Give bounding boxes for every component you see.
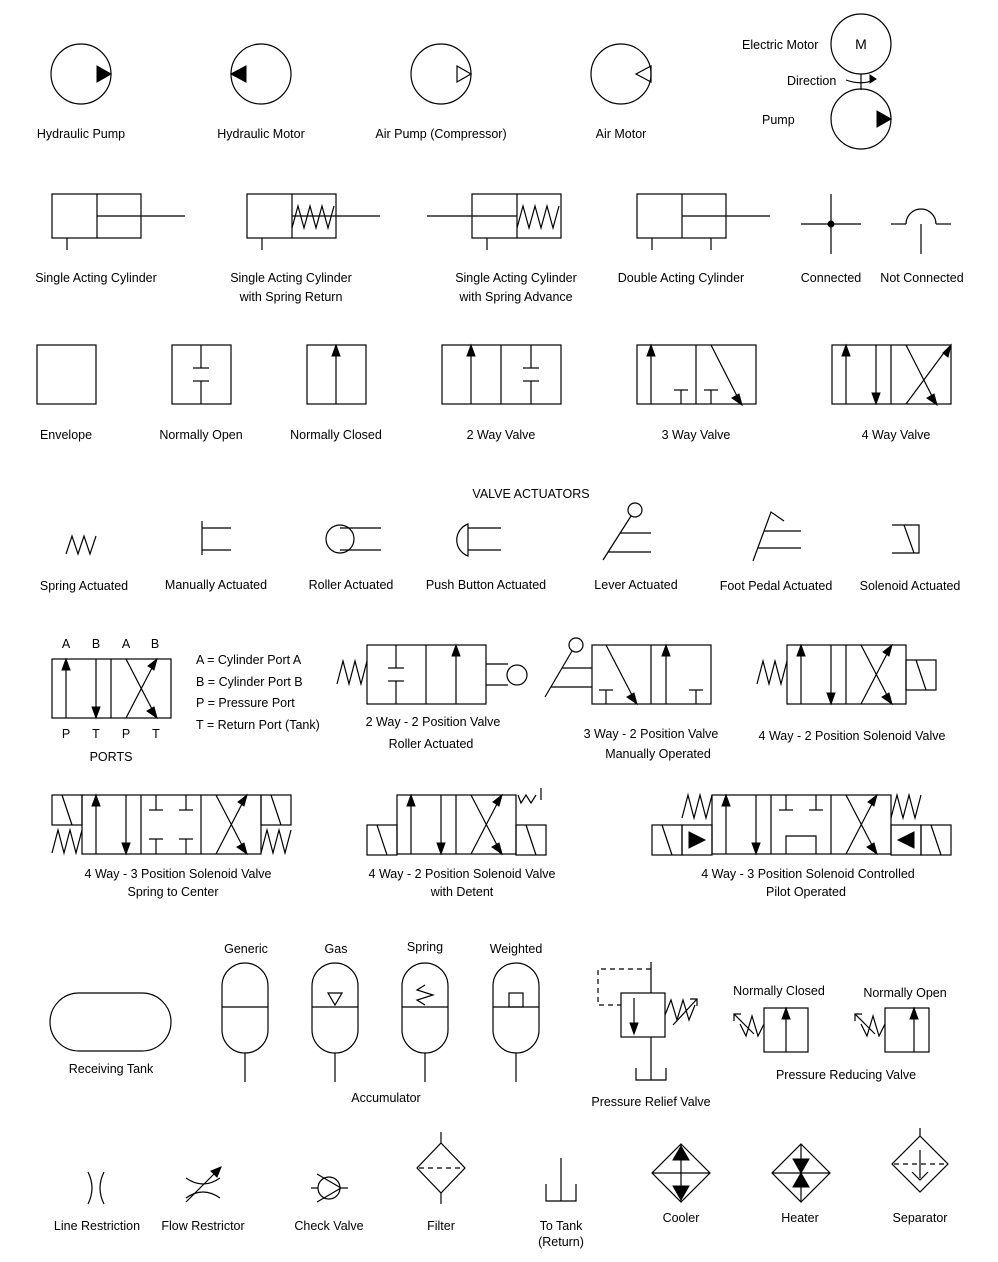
- ports-valve-symbol: [52, 659, 171, 718]
- air-motor-label: Air Motor: [595, 127, 647, 141]
- four-way-valve-symbol: [832, 345, 951, 405]
- three-way-valve-symbol: [637, 345, 756, 405]
- to-tank-label-1: To Tank: [539, 1219, 583, 1233]
- filter-symbol: [417, 1132, 465, 1204]
- connected-lines-symbol: [801, 194, 861, 254]
- legend-port-b: B = Cylinder Port B: [196, 675, 303, 689]
- air-motor-symbol: [591, 44, 651, 104]
- direction-label: Direction: [787, 74, 837, 88]
- three-way-valve-label: 3 Way Valve: [661, 428, 731, 442]
- spring-accumulator-symbol: [402, 963, 448, 1082]
- v4w3p-spring-center-label-2: Spring to Center: [127, 885, 219, 899]
- double-acting-cylinder-symbol: [637, 194, 770, 250]
- sac-spring-return-label-1: Single Acting Cylinder: [230, 271, 352, 285]
- roller-actuator-symbol: [326, 525, 381, 553]
- port-t-label-2: T: [152, 727, 160, 741]
- legend-port-a: A = Cylinder Port A: [196, 653, 302, 667]
- manually-actuated-label: Manually Actuated: [164, 578, 268, 592]
- prv-normally-open-label: Normally Open: [863, 986, 947, 1000]
- port-b-label-1: B: [91, 637, 101, 651]
- v2w2p-label-2: Roller Actuated: [388, 737, 474, 751]
- port-a-label-1: A: [61, 637, 71, 651]
- v2w2p-label-1: 2 Way - 2 Position Valve: [365, 715, 501, 729]
- port-t-label-1: T: [92, 727, 100, 741]
- electric-motor-label: Electric Motor: [742, 38, 819, 52]
- spring-actuated-label: Spring Actuated: [39, 579, 129, 593]
- hydraulic-pump-label: Hydraulic Pump: [36, 127, 126, 141]
- legend-port-t: T = Return Port (Tank): [196, 718, 320, 732]
- solenoid-actuated-label: Solenoid Actuated: [859, 579, 961, 593]
- line-restriction-symbol: [88, 1172, 104, 1204]
- motor-letter: M: [855, 36, 867, 52]
- v4w3p-pilot-label-2: Pilot Operated: [766, 885, 846, 899]
- air-pump-symbol: [411, 44, 471, 104]
- to-tank-label-2: (Return): [538, 1235, 584, 1249]
- not-connected-lines-symbol: [891, 209, 951, 254]
- valve-actuators-heading: VALVE ACTUATORS: [472, 487, 590, 501]
- two-way-valve-symbol: [442, 345, 561, 404]
- sac-spring-advance-label-2: with Spring Advance: [459, 290, 573, 304]
- sac-spring-advance-symbol: [427, 194, 561, 250]
- four-way-two-position-detent-valve-symbol: [367, 788, 546, 855]
- accumulator-label: Accumulator: [351, 1091, 421, 1105]
- hydraulic-motor-symbol: [231, 44, 291, 104]
- v4w2p-solenoid-label: 4 Way - 2 Position Solenoid Valve: [758, 729, 946, 743]
- air-pump-label: Air Pump (Compressor): [375, 127, 507, 141]
- spring-actuator-symbol: [66, 536, 96, 554]
- v3w2p-label-1: 3 Way - 2 Position Valve: [583, 727, 719, 741]
- normally-closed-symbol: [307, 345, 366, 404]
- generic-accumulator-symbol: [222, 963, 268, 1082]
- pressure-relief-valve-label: Pressure Relief Valve: [591, 1095, 711, 1109]
- filter-label: Filter: [427, 1219, 455, 1233]
- gas-label: Gas: [324, 942, 348, 956]
- prv-normally-closed-label: Normally Closed: [733, 984, 825, 998]
- normally-open-symbol: [172, 345, 231, 404]
- two-way-two-position-roller-valve-symbol: [337, 645, 527, 704]
- generic-label: Generic: [224, 942, 268, 956]
- sac-spring-return-label-2: with Spring Return: [239, 290, 343, 304]
- separator-label: Separator: [892, 1211, 948, 1225]
- pressure-reducing-valve-closed-symbol: [734, 1008, 808, 1052]
- roller-actuated-label: Roller Actuated: [308, 578, 394, 592]
- connected-label: Connected: [800, 271, 862, 285]
- heater-label: Heater: [781, 1211, 819, 1225]
- port-b-label-2: B: [150, 637, 160, 651]
- line-restriction-label: Line Restriction: [53, 1219, 141, 1233]
- double-acting-cylinder-label: Double Acting Cylinder: [617, 271, 745, 285]
- envelope-symbol: [37, 345, 96, 404]
- four-way-three-position-pilot-valve-symbol: [652, 795, 951, 855]
- v4w2p-detent-label-2: with Detent: [430, 885, 494, 899]
- push-button-actuated-label: Push Button Actuated: [425, 578, 547, 592]
- electric-motor-pump-symbol: [831, 14, 891, 149]
- solenoid-actuator-symbol: [892, 525, 919, 553]
- four-way-valve-label: 4 Way Valve: [861, 428, 931, 442]
- pressure-reducing-valve-label: Pressure Reducing Valve: [775, 1068, 917, 1082]
- weighted-accumulator-symbol: [493, 963, 539, 1082]
- not-connected-label: Not Connected: [880, 271, 964, 285]
- pressure-reducing-valve-open-symbol: [855, 1008, 929, 1052]
- flow-restrictor-label: Flow Restrictor: [161, 1219, 245, 1233]
- lever-actuated-label: Lever Actuated: [594, 578, 678, 592]
- foot-pedal-actuated-label: Foot Pedal Actuated: [719, 579, 833, 593]
- flow-restrictor-symbol: [186, 1167, 221, 1202]
- v4w3p-pilot-label-1: 4 Way - 3 Position Solenoid Controlled: [701, 867, 915, 881]
- v4w3p-spring-center-label-1: 4 Way - 3 Position Solenoid Valve: [84, 867, 272, 881]
- check-valve-symbol: [311, 1174, 348, 1202]
- cooler-symbol: [652, 1144, 710, 1202]
- receiving-tank-symbol: [50, 993, 171, 1051]
- two-way-valve-label: 2 Way Valve: [466, 428, 536, 442]
- hydraulic-pump-symbol: [51, 44, 111, 104]
- single-acting-cylinder-label: Single Acting Cylinder: [35, 271, 157, 285]
- check-valve-label: Check Valve: [294, 1219, 364, 1233]
- cooler-label: Cooler: [662, 1211, 700, 1225]
- four-way-three-position-spring-center-valve-symbol: [52, 795, 291, 854]
- gas-accumulator-symbol: [312, 963, 358, 1082]
- push-button-actuator-symbol: [457, 524, 501, 556]
- separator-symbol: [892, 1128, 948, 1192]
- port-a-label-2: A: [121, 637, 131, 651]
- to-tank-symbol: [546, 1158, 576, 1201]
- v4w2p-detent-label-1: 4 Way - 2 Position Solenoid Valve: [368, 867, 556, 881]
- ports-label: PORTS: [89, 750, 133, 764]
- envelope-label: Envelope: [39, 428, 93, 442]
- lever-actuator-symbol: [603, 503, 651, 560]
- hydraulic-motor-label: Hydraulic Motor: [217, 127, 305, 141]
- v3w2p-label-2: Manually Operated: [605, 747, 711, 761]
- single-acting-cylinder-symbol: [52, 194, 185, 250]
- normally-closed-label: Normally Closed: [290, 428, 382, 442]
- pump-label: Pump: [762, 113, 795, 127]
- four-way-two-position-solenoid-valve-symbol: [757, 645, 936, 704]
- weighted-label: Weighted: [489, 942, 543, 956]
- three-way-two-position-manual-valve-symbol: [545, 638, 711, 704]
- sac-spring-advance-label-1: Single Acting Cylinder: [455, 271, 577, 285]
- receiving-tank-label: Receiving Tank: [68, 1062, 154, 1076]
- pressure-relief-valve-symbol: [598, 962, 697, 1080]
- normally-open-label: Normally Open: [159, 428, 243, 442]
- port-p-label-1: P: [61, 727, 71, 741]
- heater-symbol: [772, 1144, 830, 1202]
- port-p-label-2: P: [121, 727, 131, 741]
- legend-port-p: P = Pressure Port: [196, 696, 295, 710]
- foot-pedal-actuator-symbol: [753, 512, 801, 561]
- manual-actuator-symbol: [202, 521, 231, 555]
- spring-label: Spring: [406, 940, 444, 954]
- sac-spring-return-symbol: [247, 194, 380, 250]
